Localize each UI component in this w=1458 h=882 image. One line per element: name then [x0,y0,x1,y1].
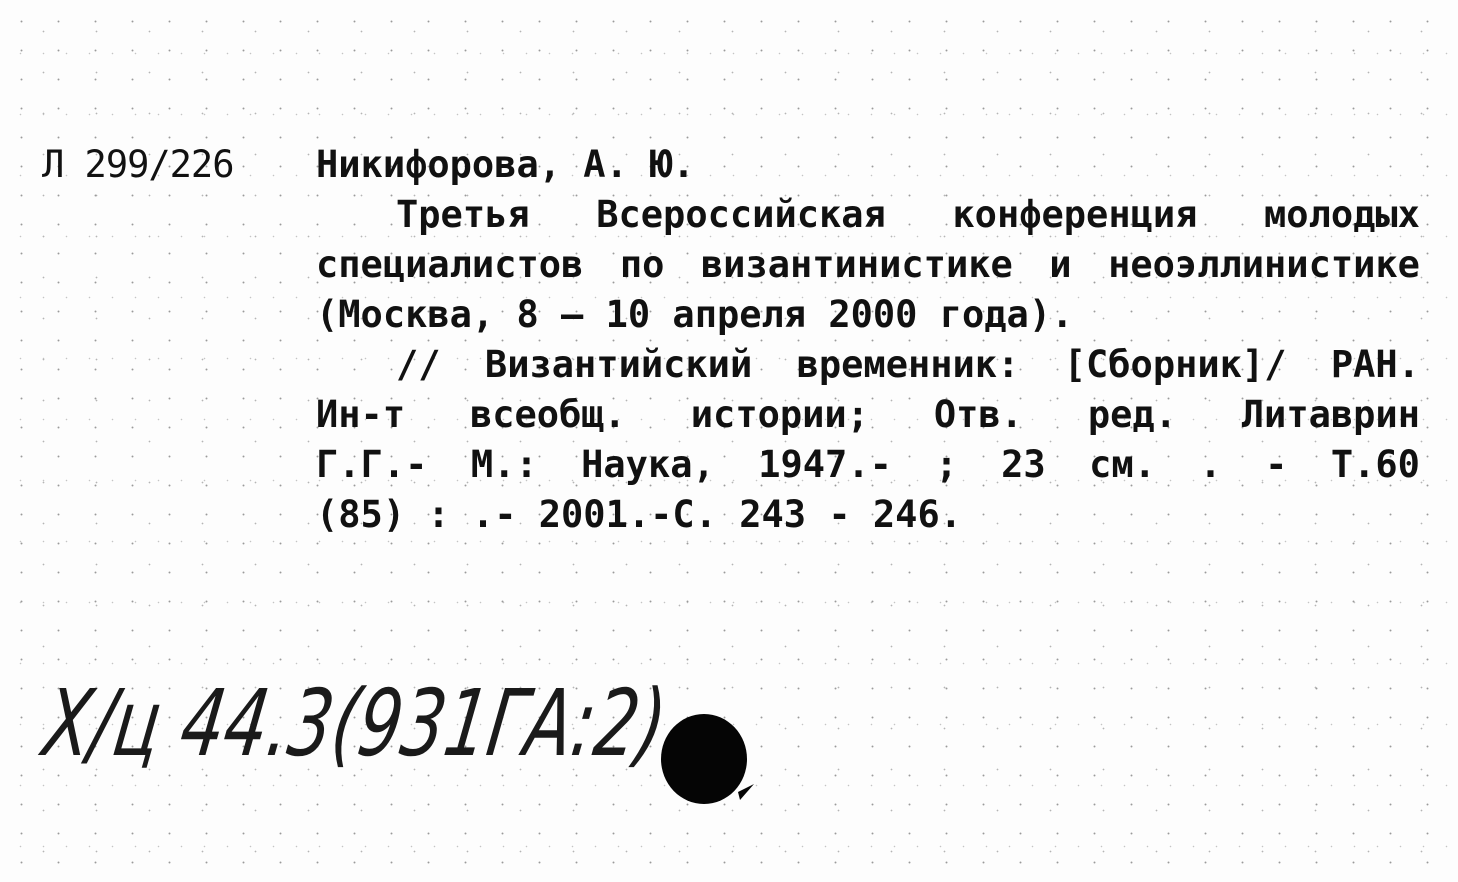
handwritten-classification-code [0,660,895,810]
bibliographic-record [316,140,1420,540]
title-line-2: специалистов по византинистике и неоэллинистике [316,243,1420,286]
source-line-3: Г.Г.- М.: Наука, 1947.- ; 23 см. . - Т.60 [316,443,1420,486]
title-line-1: Третья Всероссийская конференция молодых [396,193,1420,236]
punch-hole-icon [660,712,750,806]
author-line: Никифорова, А. Ю. [316,143,695,186]
handwriting-svg [0,660,895,810]
call-number: Л 299/226 [42,143,234,186]
classification-text: Х/ц 44.3(931ГА:2) [37,669,895,777]
title-line-3: (Москва, 8 – 10 апреля 2000 года). [316,293,1074,336]
source-line-1: // Византийский временник: [Сборник]/ РАН. [396,343,1420,386]
source-line-4: (85) : .- 2001.-С. 243 - 246. [316,493,963,536]
source-line-2: Ин-т всеобщ. истории; Отв. ред. Литаврин [316,393,1420,436]
